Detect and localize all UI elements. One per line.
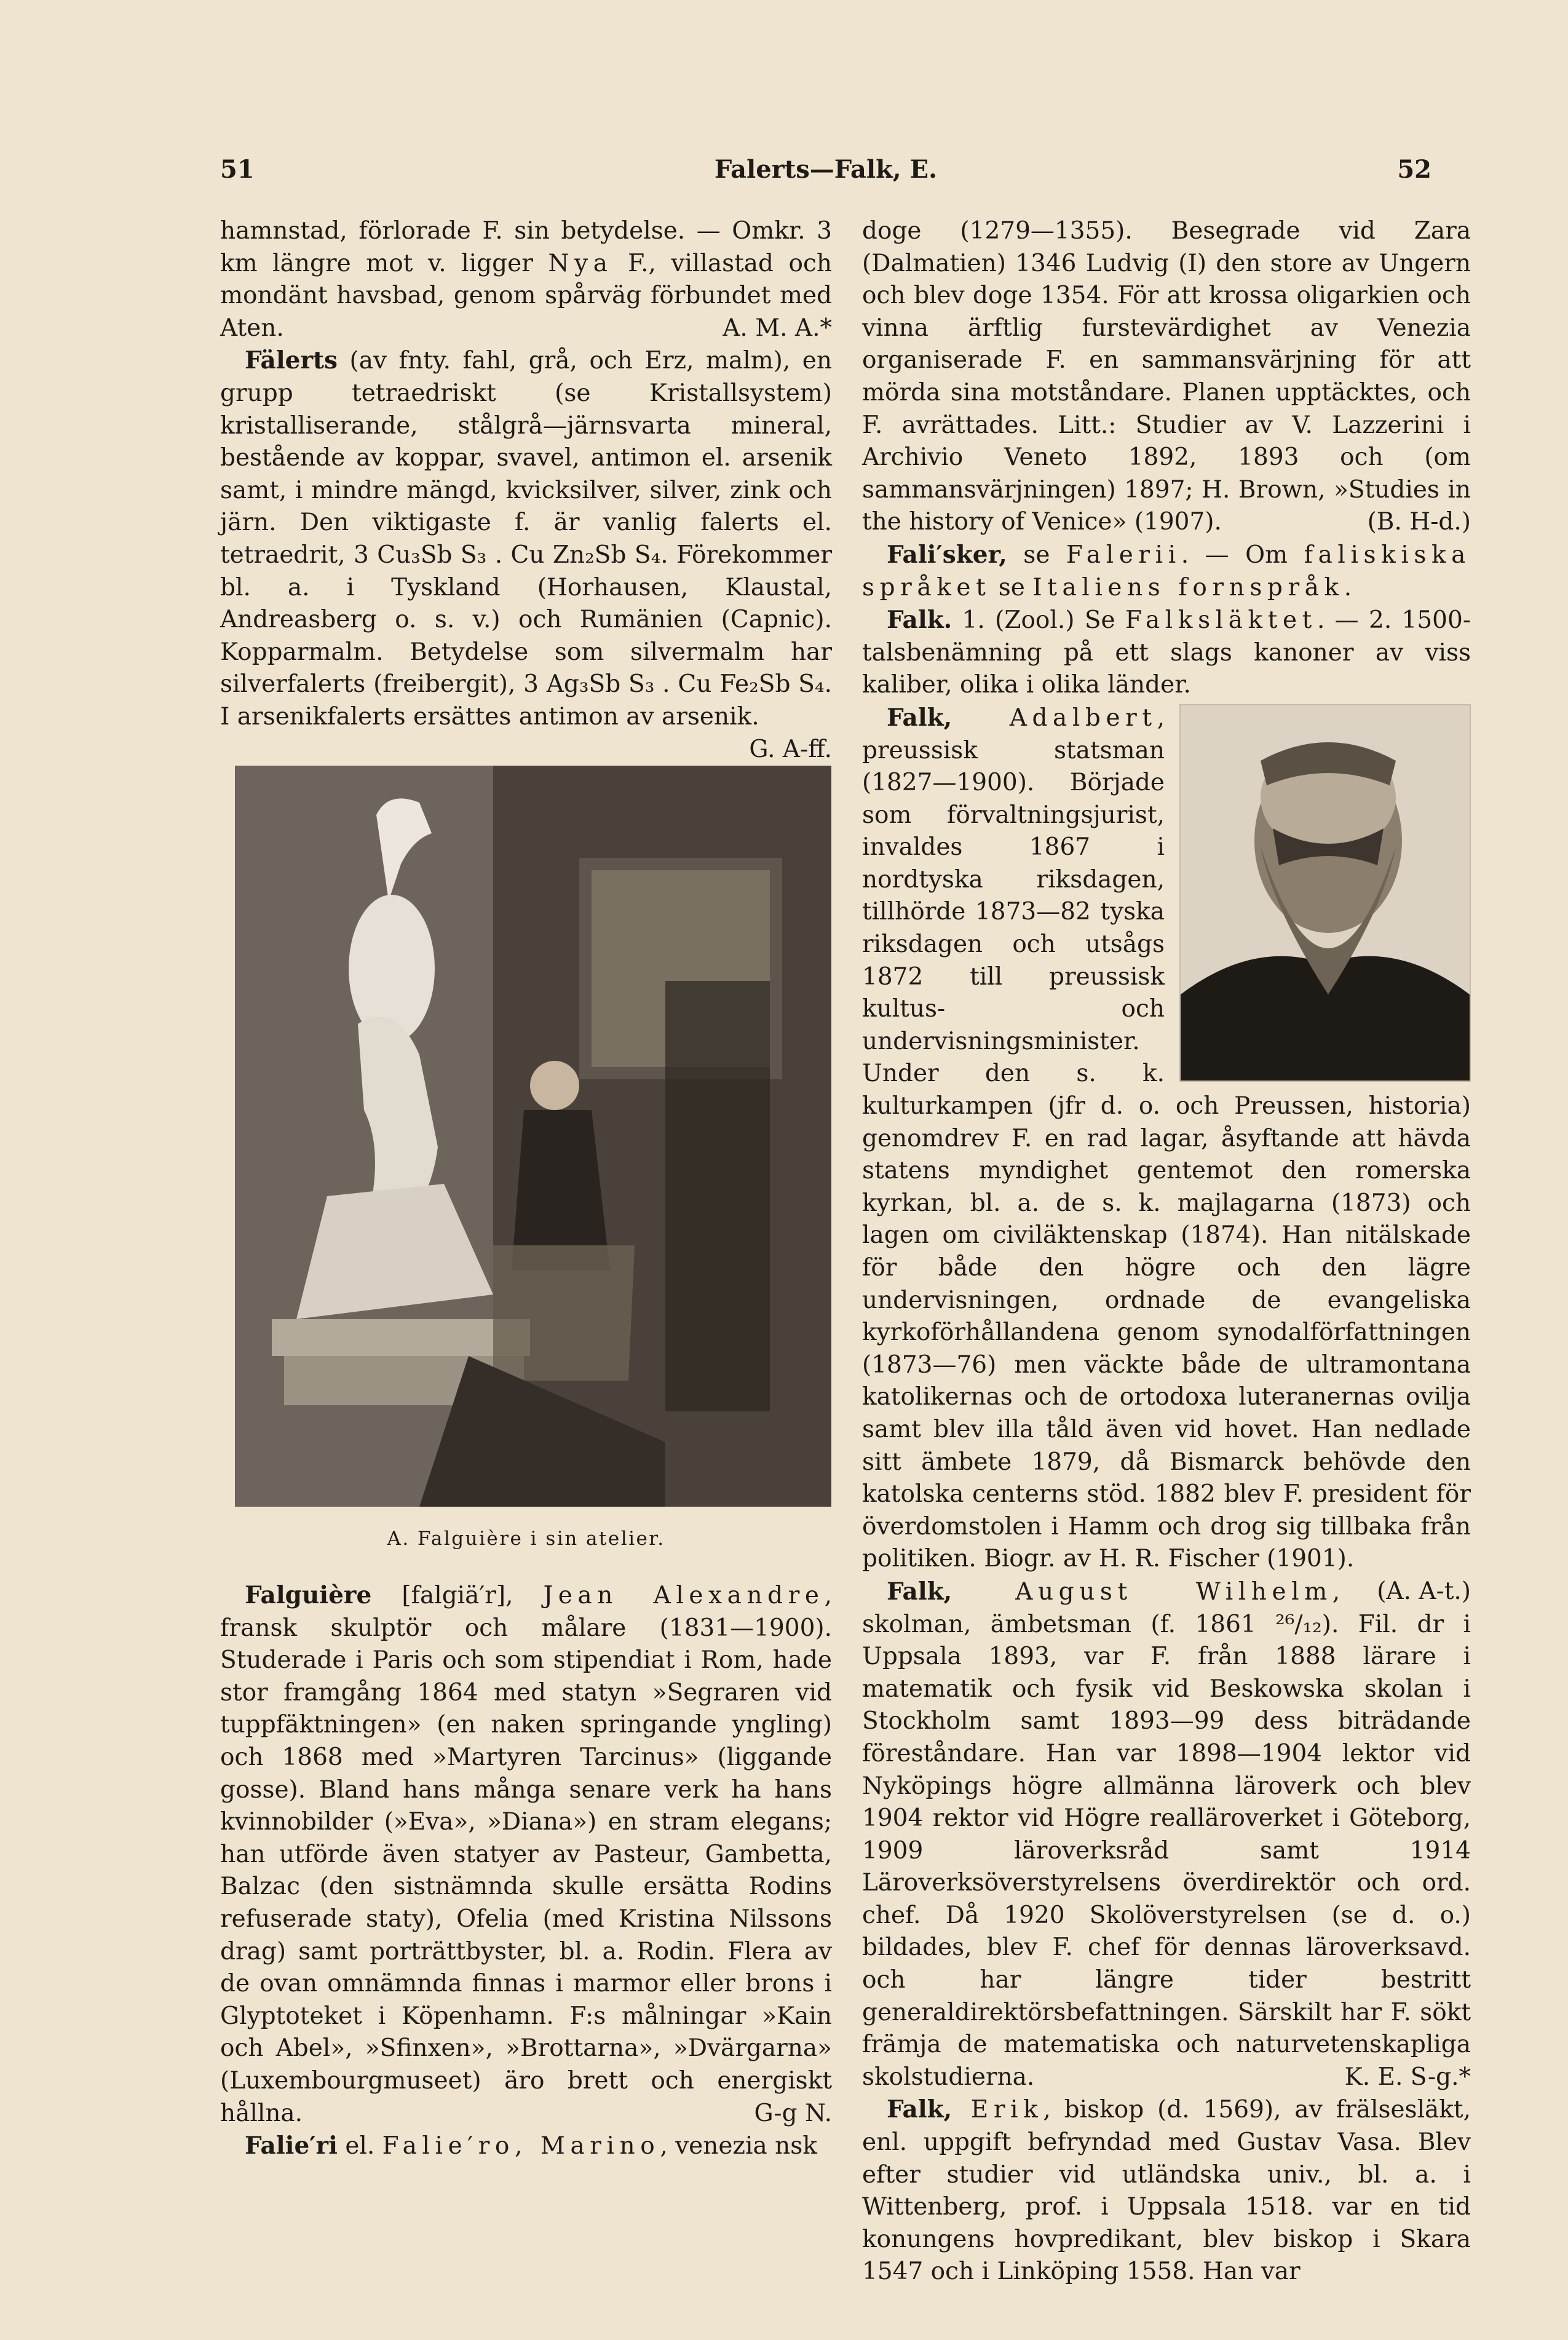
entry-falguiere: Falguière [falgiä′r], Jean Alexandre, fransk skulptör och målare (1831—1900). Studerade i Paris och som stipendiat i Rom, hade stor framgång 1864 med statyn »Segraren vid tuppfäktningen» (en naken springande yngling) och 1868 med »Martyren Tarcinus» (liggande gosse). Bland hans många senare verk ha hans kvinnobilder (»Eva», »Diana») en stram elegans; han utförde även statyer av Pasteur, Gambetta, Balzac (den sistnämnda skulle ersätta Rodins refuserade staty), Ofelia (med Kristina Nilssons drag) samt porträttbyster, bl. a. Rodin. Flera av de ovan omnämnda finnas i marmor eller brons i Glyptoteket i Köpenhamn. F:s målningar »Kain och Abel», »Sfinxen», »Brottarna», »Dvärgarna» (Luxembourgmuseet) äro brett och energiskt hållna. G-g N. <box>220 1579 832 2130</box>
entry-falk-adalbert: Falk, Adalbert, preussisk statsman (1827—1900). Började som förvaltningsjurist, invaldes 1867 i nordtyska riksdagen, tillhörde 1873—82 tyska riksdagen och utsågs 1872 till preussisk kultus- och undervisningsminister. Under den s. k. kulturkampen (jfr d. o. och Preussen, historia) genomdrev F. en rad lagar, åsyftande att hävda statens myndighet gentemot den romerska kyrkan, bl. a. de s. k. majlagarna (1873) och lagen om civiläktenskap (1874). Han nitälskade för både den högre och den lägre undervisningen, ordnade de evangeliska kyrkoförhållandena genom synodalförfattningen (1873—76) men väckte både de ultramontana katolikernas och de ortodoxa luteranernas ovilja samt blev illa tåld även vid hovet. Han nedlade sitt ämbete 1879, då Bismarck behövde den katolska centerns stöd. 1882 blev F. president för överdomstolen i Hamm och drog sig tillbaka från politiken. Biogr. av H. R. Fischer (1901). (A. A-t.) <box>862 702 1471 1576</box>
right-column <box>862 215 1471 2288</box>
entry-falk: Falk. 1. (Zool.) Se Falksläktet. — 2. 1500-talsbenämning på ett slags kanoner av viss kaliber, olika i olika länder. <box>862 606 1471 699</box>
entry-falerts: Fälerts (av fnty. fahl, grå, och Erz, malm), en grupp tetraedriskt (se Kristallsystem) kristalliserande, stålgrå—järnsvarta mineral, bestående av koppar, svavel, antimon el. arsenik samt, i mindre mängd, kvicksilver, silver, zink och järn. Den viktigaste f. är vanlig falerts el. tetraedrit, 3 Cu₃Sb S₃ . Cu Zn₂Sb S₄. Förekommer bl. a. i Tyskland (Horhausen, Klaustal, Andreasberg o. s. v.) och Rumänien (Capnic). Kopparmalm. Betydelse som silvermalm har silverfalerts (freibergit), 3 Ag₃Sb S₃ . Cu Fe₂Sb S₄. I arsenikfalerts ersättes antimon av arsenik. G. A-ff. <box>220 344 832 733</box>
lemma: Falk, <box>887 2095 952 2124</box>
lemma: Falguière <box>245 1581 372 1610</box>
signature: A. M. A.* <box>723 314 832 342</box>
portrait-image <box>1181 705 1470 1081</box>
page-number-left: 51 <box>220 155 255 184</box>
signature: G-g N. <box>754 2099 832 2127</box>
atelier-photo-image <box>235 766 831 1507</box>
entry-falk-erik: Falk, Erik, biskop (d. 1569), av frälsesläkt, enl. uppgift befryndad med Gustav Vasa. Blev efter studier vid utländska univ., bl. a. i Wittenberg, prof. i Uppsala 1518. var en tid konungens hovpredikant, blev biskop i Skara 1547 och i Linköping 1558. Han var <box>862 2095 1471 2286</box>
page-header <box>220 155 1431 198</box>
entry-falisker: Fali′sker, se Falerii. — Om faliskiska språket se Italiens fornspråk. <box>862 540 1471 601</box>
lemma: Falk, <box>887 703 952 732</box>
portrait-adalbert-falk <box>1179 704 1471 1082</box>
photo-falguiere-atelier <box>235 766 831 1507</box>
entry-nya-faleron-continuation: hamnstad, förlorade F. sin betydelse. — Omkr. 3 km längre mot v. ligger Nya F., villastad och mondänt havsbad, genom spårväg förbundet med Aten. A. M. A.* <box>220 215 832 344</box>
lemma: Falk. <box>887 606 952 635</box>
running-title: Falerts—Falk, E. <box>714 155 938 184</box>
page-number-right: 52 <box>1397 155 1431 184</box>
lemma: Falie′ri <box>245 2132 338 2160</box>
lemma: Fälerts <box>245 346 338 375</box>
lemma: Fali′sker, <box>887 540 1007 569</box>
entry-falk-august: Falk, August Wilhelm, skolman, ämbetsman (f. 1861 ²⁶/₁₂). Fil. dr i Uppsala 1893, var F. från 1888 lärare i matematik och fysik vid Beskowska skolan i Stockholm samt 1893—99 dess biträdande föreståndare. Han var 1898—1904 lektor vid Nyköpings högre allmänna läroverk och blev 1904 rektor vid Högre realläroverket i Göteborg, 1909 läroverksråd samt 1914 Läroverksöverstyrelsens överdirektör och ord. chef. Då 1920 Skolöverstyrelsen (se d. o.) bildades, blev F. chef för dennas läroverksavd. och har längre tider bestritt generaldirektörsbefattningen. Särskilt har F. sökt främja de matematiska och naturvetenskapliga skolstudierna. K. E. S-g.* <box>862 1576 1471 2094</box>
signature: K. E. S-g.* <box>1344 2063 1471 2091</box>
photo-caption: A. Falguière i sin atelier. <box>387 1528 665 1550</box>
lemma: Falk, <box>887 1577 952 1606</box>
signature: (A. A-t.) <box>1377 1577 1471 1605</box>
signature: (B. H-d.) <box>1367 508 1471 536</box>
entry-falieri-continuation: doge (1279—1355). Besegrade vid Zara (Dalmatien) 1346 Ludvig (I) den store av Ungern och blev doge 1354. För att krossa oligarkien och vinna ärftlig furstevärdighet av Venezia organiserade F. en sammansvärjning för att mörda sina motståndare. Planen upptäcktes, och F. avrättades. Litt.: Studier av V. Lazzerini i Archivio Veneto 1892, 1893 och (om sammansvärjningen) 1897; H. Brown, »Studies in the history of Venice» (1907). (B. H-d.) <box>862 215 1471 539</box>
left-column <box>220 215 832 2163</box>
signature: G. A-ff. <box>749 735 832 763</box>
entry-falieri: Falie′ri el. Falie′ro, Marino, venezia nsk <box>245 2132 817 2160</box>
